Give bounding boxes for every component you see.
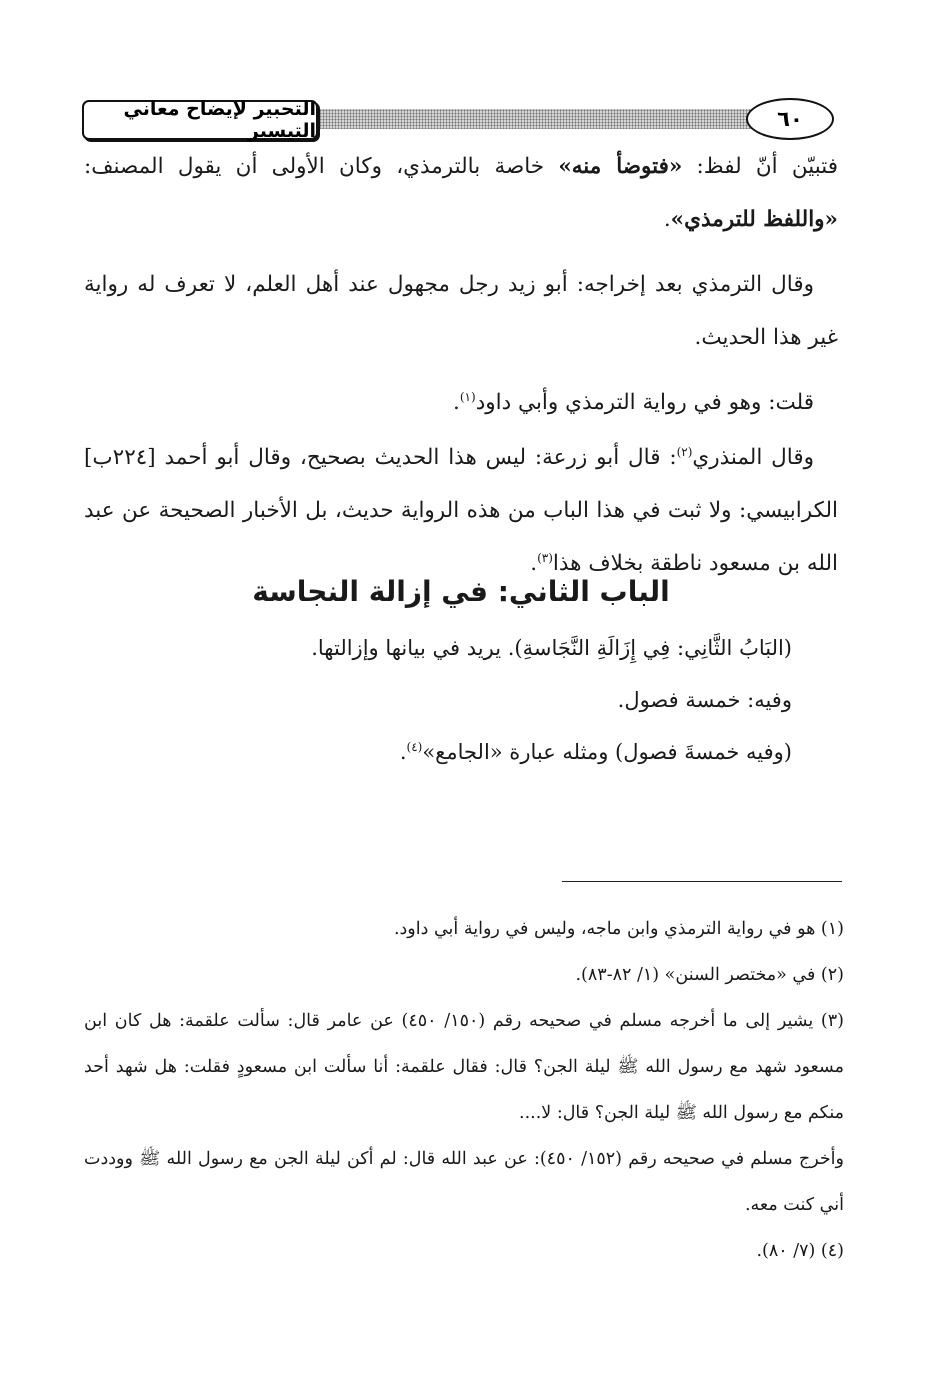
paragraph-3 bbox=[84, 376, 838, 429]
main-text bbox=[84, 140, 838, 590]
header-decorative-bar bbox=[308, 109, 778, 129]
p1-quote-2: «واللفظ للترمذي» bbox=[670, 207, 838, 232]
paragraph-4 bbox=[84, 431, 838, 590]
p3-end: . bbox=[453, 390, 460, 415]
p4-part-a: وقال المنذري bbox=[692, 445, 815, 470]
paragraph-2: وقال الترمذي بعد إخراجه: أبو زيد رجل مجهول عند أهل العلم، لا تعرف له رواية غير هذا الحديث. bbox=[84, 272, 838, 350]
footnote-separator bbox=[562, 881, 842, 882]
footnote-ref-3: (٣) bbox=[537, 550, 553, 565]
footnote-ref-2: (٢) bbox=[676, 444, 693, 459]
footnote-1: (١) هو في رواية الترمذي وابن ماجه، وليس في رواية أبي داود. bbox=[393, 919, 844, 939]
chapter-line-1: (البَابُ الثَّانِي: فِي إِزَالَةِ النَّجَاسةِ). يريد في بيانها وإزالتها. bbox=[311, 636, 792, 660]
header-book-title: التحبير لإيضاح معاني التيسير bbox=[82, 100, 318, 140]
footnotes bbox=[84, 906, 844, 1274]
p1-part-c: خاصة بالترمذي، وكان الأولى أن يقول المصنف: bbox=[84, 154, 559, 179]
footnote-4: (٤) (٧/ ٨٠). bbox=[756, 1241, 844, 1261]
chapter-body bbox=[84, 622, 838, 778]
running-header bbox=[78, 97, 846, 141]
page-number: ٦٠ bbox=[746, 98, 834, 140]
p3-text: قلت: وهو في رواية الترمذي وأبي داود bbox=[475, 390, 814, 415]
p1-quote-1: «فتوضأ منه» bbox=[558, 154, 683, 179]
paragraph-1 bbox=[84, 140, 838, 246]
chapter-line-3-text: (وفيه خمسةَ فصول) ومثله عبارة «الجامع» bbox=[422, 740, 792, 764]
chapter-line-3-end: . bbox=[399, 740, 407, 764]
chapter-line-2: وفيه: خمسة فصول. bbox=[617, 688, 792, 712]
footnote-ref-4: (٤) bbox=[406, 740, 423, 754]
chapter-title: الباب الثاني: في إزالة النجاسة bbox=[252, 575, 670, 608]
p1-part-e: . bbox=[663, 207, 671, 232]
p4-end: . bbox=[530, 551, 538, 576]
footnote-3-continued: وأخرج مسلم في صحيحه رقم (١٥٢/ ٤٥٠): عن عبد الله قال: لم أكن ليلة الجن مع رسول الله ﷺ ووددت أني كنت معه. bbox=[84, 1149, 844, 1215]
footnote-2: (٢) في «مختصر السنن» (١/ ٨٢-٨٣). bbox=[575, 965, 844, 985]
chapter-line-3 bbox=[84, 726, 838, 778]
footnote-ref-1: (١) bbox=[459, 389, 476, 404]
p1-part-a: فتبيّن أنّ لفظ: bbox=[682, 154, 838, 179]
footnote-3: (٣) يشير إلى ما أخرجه مسلم في صحيحه رقم (١٥٠/ ٤٥٠) عن عامر قال: سألت علقمة: هل كان ابن مسعود شهد مع رسول الله ﷺ ليلة الجن؟ قال: فقال علقمة: أنا سألت ابن مسعودٍ فقلت: هل شهد أحد منكم مع رسول الله ﷺ ليلة الجن؟ قال: لا.... bbox=[84, 1011, 844, 1123]
p4-part-b: : قال أبو زرعة: ليس هذا الحديث بصحيح، وقال أبو أحمد [٢٢٤ب] الكرابيسي: ولا ثبت في هذا الباب من هذه الرواية حديث، بل الأخبار الصحيحة عن عبد الله بن مسعود ناطقة بخلاف هذا bbox=[84, 445, 838, 576]
